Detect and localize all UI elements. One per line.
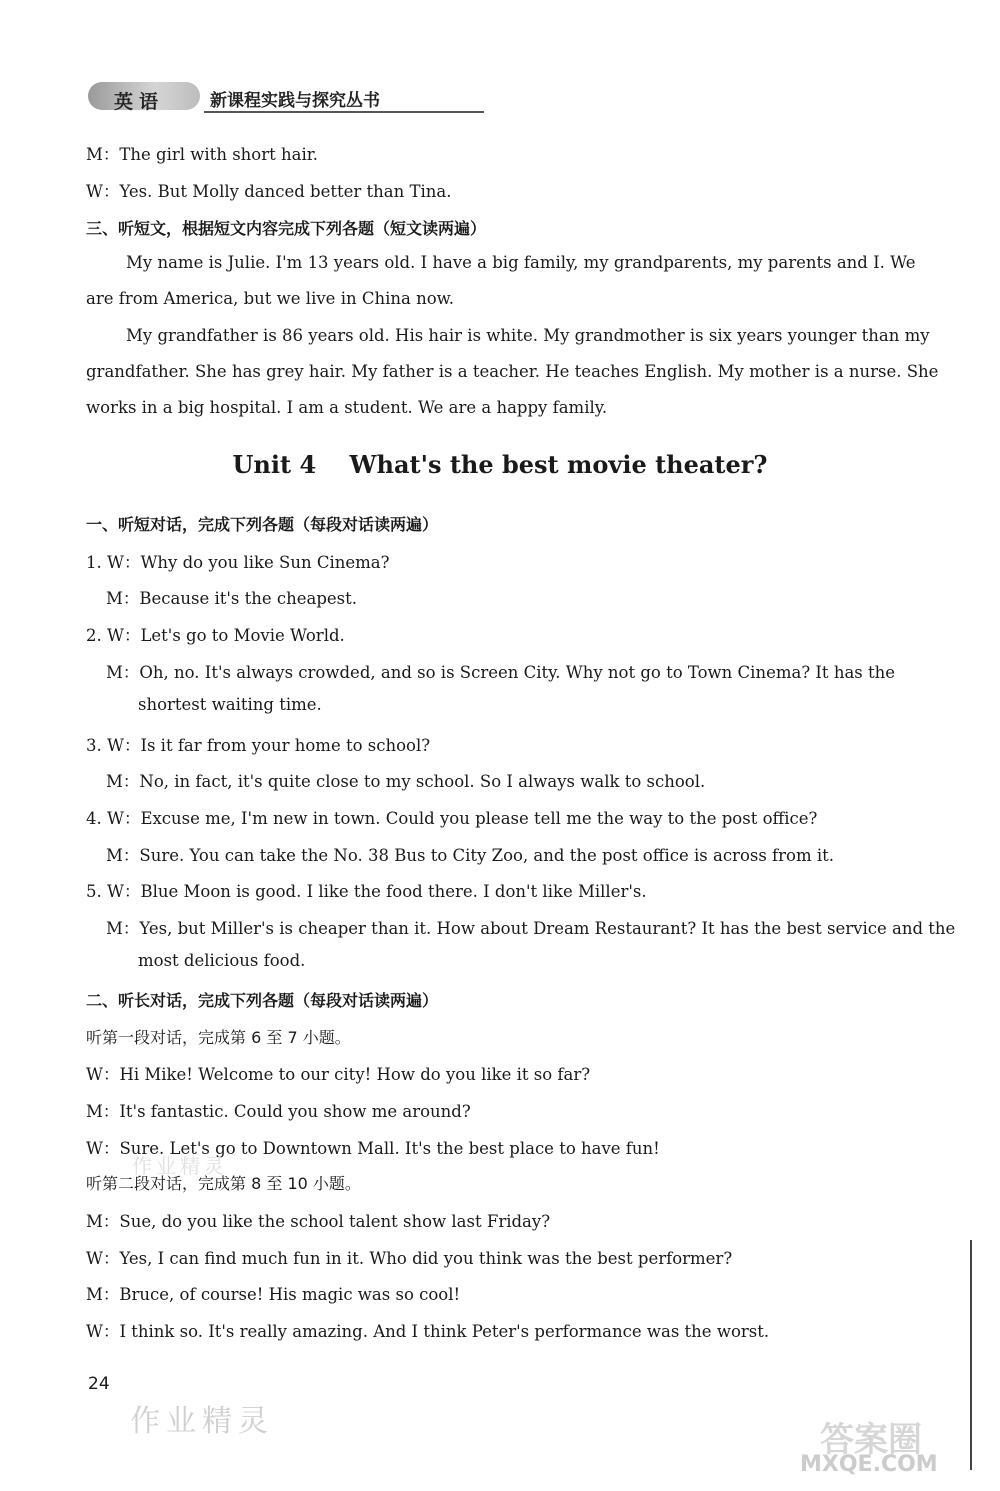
dialog-line: M：Oh, no. It's always crowded, and so is Screen City. Why not go to Town Cinema? It has the bbox=[106, 663, 896, 682]
passage-line: My name is Julie. I'm 13 years old. I have a big family, my grandparents, my parents and I. We bbox=[126, 253, 916, 272]
passage-line: grandfather. She has grey hair. My father is a teacher. He teaches English. My mother is a nurse. She bbox=[86, 362, 939, 381]
subject-label: 英语 bbox=[114, 91, 165, 113]
watermark-zuoye: 作业精灵 bbox=[130, 1404, 274, 1439]
dialog-line: W：Yes, I can find much fun in it. Who did you think was the best performer? bbox=[86, 1249, 733, 1268]
dialog-line: W：Yes. But Molly danced better than Tina. bbox=[86, 182, 452, 201]
running-header bbox=[88, 78, 968, 112]
dialog1-intro: 听第一段对话，完成第 6 至 7 小题。 bbox=[86, 1028, 351, 1047]
page-edge-line bbox=[970, 1240, 972, 1470]
dialog-line: 2. W：Let's go to Movie World. bbox=[86, 626, 345, 645]
dialog-line: M：Sure. You can take the No. 38 Bus to City Zoo, and the post office is across from it. bbox=[106, 846, 835, 865]
dialog-line: W：Hi Mike! Welcome to our city! How do you like it so far? bbox=[86, 1065, 591, 1084]
dialog-line: 5. W：Blue Moon is good. I like the food there. I don't like Miller's. bbox=[86, 882, 647, 901]
dialog-line: W：Sure. Let's go to Downtown Mall. It's the best place to have fun! bbox=[86, 1139, 660, 1158]
subject-badge bbox=[88, 82, 200, 113]
dialog-line: shortest waiting time. bbox=[138, 695, 322, 714]
dialog-line: most delicious food. bbox=[138, 951, 306, 970]
watermark-site: MXQE.COM bbox=[800, 1452, 938, 1477]
dialog-line: M：Sue, do you like the school talent show last Friday? bbox=[86, 1212, 551, 1231]
page-number: 24 bbox=[88, 1374, 110, 1394]
unit-title: Unit 4 What's the best movie theater? bbox=[232, 450, 768, 479]
section2-heading: 二、听长对话，完成下列各题（每段对话读两遍） bbox=[86, 991, 439, 1010]
watermark-faint: 作业精灵 bbox=[132, 1154, 228, 1178]
dialog-line: 4. W：Excuse me, I'm new in town. Could you please tell me the way to the post office? bbox=[86, 809, 818, 828]
dialog-line: 3. W：Is it far from your home to school? bbox=[86, 736, 431, 755]
dialog-line: W：I think so. It's really amazing. And I think Peter's performance was the worst. bbox=[86, 1322, 770, 1341]
dialog-line: M：It's fantastic. Could you show me around? bbox=[86, 1102, 471, 1121]
section3-heading: 三、听短文，根据短文内容完成下列各题（短文读两遍） bbox=[86, 219, 487, 238]
series-title: 新课程实践与探究丛书 bbox=[210, 91, 380, 111]
section1-heading: 一、听短对话，完成下列各题（每段对话读两遍） bbox=[86, 515, 439, 534]
dialog-line: 1. W：Why do you like Sun Cinema? bbox=[86, 553, 390, 572]
passage-line: works in a big hospital. I am a student. We are a happy family. bbox=[86, 398, 608, 417]
dialog-line: M：Bruce, of course! His magic was so cool! bbox=[86, 1285, 461, 1304]
header-rule bbox=[204, 111, 484, 113]
dialog2-intro: 听第二段对话，完成第 8 至 10 小题。 bbox=[86, 1174, 361, 1193]
dialog-line: M：Yes, but Miller's is cheaper than it. How about Dream Restaurant? It has the best service and the bbox=[106, 919, 956, 938]
watermark-daan: 答案圈 bbox=[820, 1420, 922, 1460]
passage-line: My grandfather is 86 years old. His hair is white. My grandmother is six years younger than my bbox=[126, 326, 930, 345]
passage-line: are from America, but we live in China now. bbox=[86, 289, 455, 308]
dialog-line: M：The girl with short hair. bbox=[86, 145, 319, 164]
dialog-line: M：Because it's the cheapest. bbox=[106, 589, 358, 608]
dialog-line: M：No, in fact, it's quite close to my school. So I always walk to school. bbox=[106, 772, 706, 791]
